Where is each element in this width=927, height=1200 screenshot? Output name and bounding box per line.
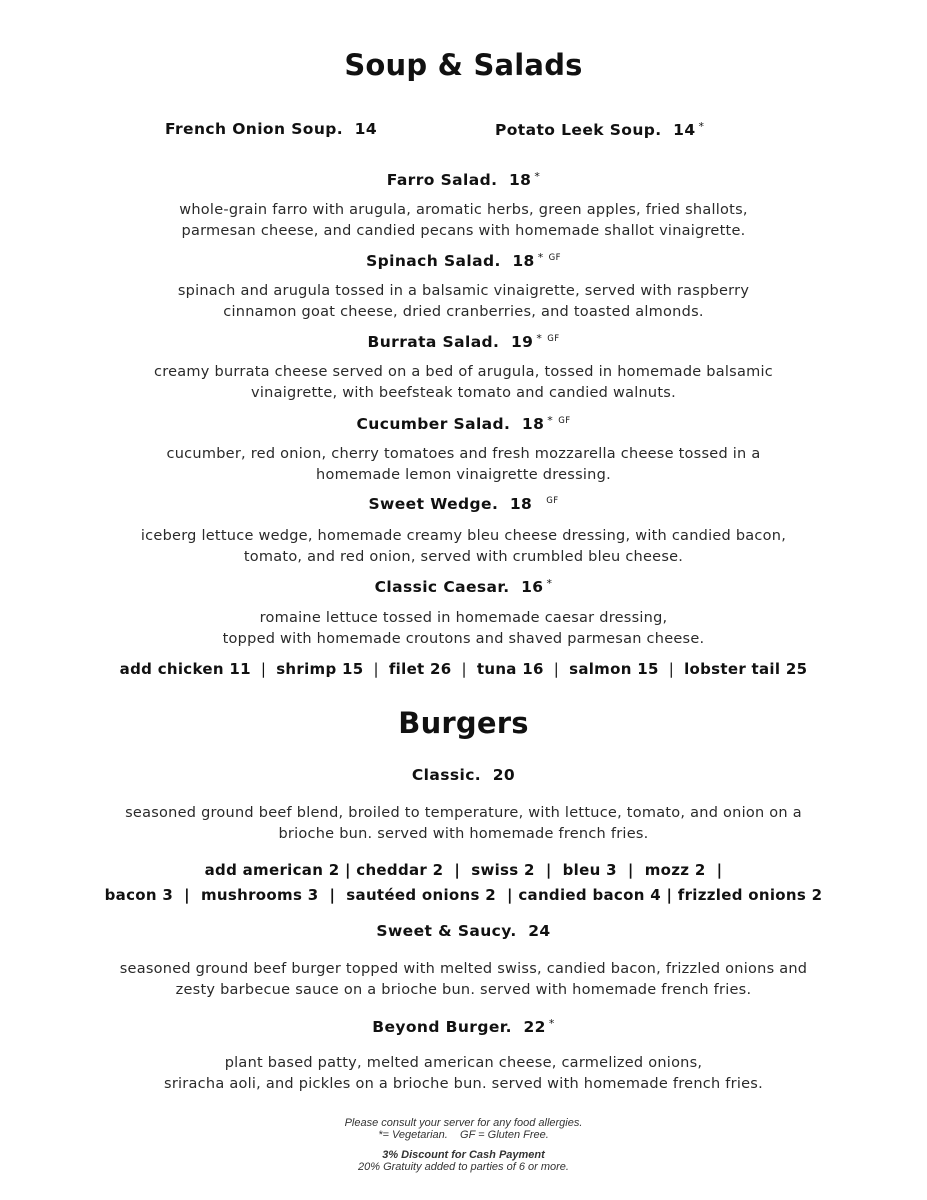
item-desc-beyond-burger [0, 1053, 927, 1094]
soup-french-onion [165, 120, 377, 138]
item-name: Beyond Burger. [372, 1018, 512, 1036]
item-price: 18 [512, 252, 535, 270]
item-title-sweet-saucy [0, 922, 927, 940]
separator: | [260, 660, 267, 678]
desc-line: romaine lettuce tossed in homemade caesar dressing, [259, 610, 668, 626]
section-title-soup-salads: Soup & Salads [344, 48, 583, 82]
item-name: French Onion Soup. [165, 120, 344, 138]
item-price: 18 [509, 495, 533, 513]
vegetarian-mark: * [546, 577, 553, 590]
item-desc-sweet-saucy [0, 959, 927, 1000]
desc-line: homemade lemon vinaigrette dressing. [316, 466, 611, 483]
item-price: 16 [521, 578, 544, 596]
item-price: 19 [510, 333, 534, 351]
item-name: Sweet & Saucy. [376, 922, 517, 940]
item-desc-sweet-wedge [0, 526, 927, 567]
vegetarian-mark: * [547, 414, 554, 427]
item-title-sweet-wedge [0, 495, 927, 513]
vegetarian-mark: * [548, 1017, 555, 1030]
addon-item: shrimp 15 [276, 660, 364, 678]
gluten-free-mark: GF [547, 334, 560, 344]
item-price: 18 [521, 415, 545, 433]
gluten-free-mark: GF [546, 496, 559, 506]
desc-line: creamy burrata cheese served on a bed of arugula, tossed in homemade balsamic [154, 364, 773, 380]
item-desc-farro [0, 200, 927, 241]
desc-line: parmesan cheese, and candied pecans with homemade shallot vinaigrette. [181, 222, 746, 239]
burger-addons-line-1: add american 2 | cheddar 2 | swiss 2 | bleu 3 | mozz 2 | [204, 861, 723, 879]
item-title-beyond-burger [0, 1017, 927, 1036]
item-desc-classic-caesar [0, 608, 927, 649]
addon-item: salmon 15 [569, 660, 659, 678]
cash-discount-note: 3% Discount for Cash Payment [382, 1149, 545, 1161]
legend-note: *= Vegetarian. GF = Gluten Free. [378, 1129, 549, 1141]
item-price: 18 [508, 171, 532, 189]
desc-line: plant based patty, melted american cheese, carmelized onions, [224, 1055, 703, 1071]
salad-addons [0, 660, 927, 678]
desc-line: cucumber, red onion, cherry tomatoes and fresh mozzarella cheese tossed in a [166, 446, 761, 462]
desc-line: seasoned ground beef burger topped with melted swiss, candied bacon, frizzled onions and [119, 961, 808, 977]
desc-line: vinaigrette, with beefsteak tomato and candied walnuts. [251, 384, 676, 401]
separator: | [461, 660, 467, 678]
vegetarian-mark: * [536, 332, 543, 345]
desc-line: topped with homemade croutons and shaved parmesan cheese. [222, 630, 705, 647]
desc-line: cinnamon goat cheese, dried cranberries, and toasted almonds. [223, 303, 704, 320]
vegetarian-mark: * [534, 170, 541, 183]
addon-item: lobster tail 25 [684, 660, 808, 678]
desc-line: zesty barbecue sauce on a brioche bun. served with homemade french fries. [175, 981, 752, 998]
addon-item: tuna 16 [476, 660, 544, 678]
item-name: Potato Leek Soup. [495, 121, 662, 139]
item-title-spinach [0, 251, 927, 270]
item-title-classic-caesar [0, 577, 927, 596]
item-name: Burrata Salad. [367, 333, 500, 351]
item-price: 14 [354, 120, 378, 138]
item-name: Classic. [411, 766, 482, 784]
item-price: 14 [673, 121, 696, 139]
item-name: Farro Salad. [386, 171, 498, 189]
item-name: Spinach Salad. [366, 252, 501, 270]
item-price: 22 [523, 1018, 546, 1036]
gluten-free-mark: GF [548, 253, 561, 263]
addon-item: filet 26 [388, 660, 452, 678]
item-title-cucumber [0, 414, 927, 433]
item-desc-classic-burger [0, 803, 927, 844]
footer-payment [0, 1149, 927, 1173]
item-name: Classic Caesar. [374, 578, 510, 596]
item-price: 20 [492, 766, 516, 784]
vegetarian-mark: * [537, 251, 544, 264]
desc-line: sriracha aoli, and pickles on a brioche bun. served with homemade french fries. [164, 1075, 763, 1092]
desc-line: iceberg lettuce wedge, homemade creamy bleu cheese dressing, with candied bacon, [140, 528, 787, 544]
separator: | [668, 660, 675, 678]
soup-potato-leek [495, 120, 704, 139]
desc-line: spinach and arugula tossed in a balsamic vinaigrette, served with raspberry [177, 283, 750, 299]
burger-addons-line-2: bacon 3 | mushrooms 3 | sautéed onions 2 | candied bacon 4 | frizzled onions 2 [104, 886, 823, 904]
section-title-burgers: Burgers [398, 706, 529, 740]
item-name: Cucumber Salad. [356, 415, 511, 433]
item-title-burrata [0, 332, 927, 351]
allergy-note: Please consult your server for any food allergies. [344, 1117, 583, 1129]
separator: | [373, 660, 379, 678]
desc-line: brioche bun. served with homemade french fries. [278, 825, 649, 842]
item-name: Sweet Wedge. [368, 495, 499, 513]
soup-row [0, 120, 927, 142]
vegetarian-mark: * [698, 120, 705, 133]
addon-item: add chicken 11 [119, 660, 251, 678]
gluten-free-mark: GF [558, 416, 571, 426]
item-title-farro [0, 170, 927, 189]
desc-line: seasoned ground beef blend, broiled to temperature, with lettuce, tomato, and onion on a [125, 805, 802, 821]
item-title-classic-burger [0, 766, 927, 784]
separator: | [553, 660, 560, 678]
item-desc-cucumber [0, 444, 927, 485]
item-desc-spinach [0, 281, 927, 322]
desc-line: whole-grain farro with arugula, aromatic herbs, green apples, fried shallots, [179, 202, 748, 218]
desc-line: tomato, and red onion, served with crumbled bleu cheese. [243, 548, 684, 565]
footer-notes [0, 1117, 927, 1141]
item-desc-burrata [0, 362, 927, 403]
item-price: 24 [528, 922, 551, 940]
gratuity-note: 20% Gratuity added to parties of 6 or more. [358, 1161, 569, 1173]
